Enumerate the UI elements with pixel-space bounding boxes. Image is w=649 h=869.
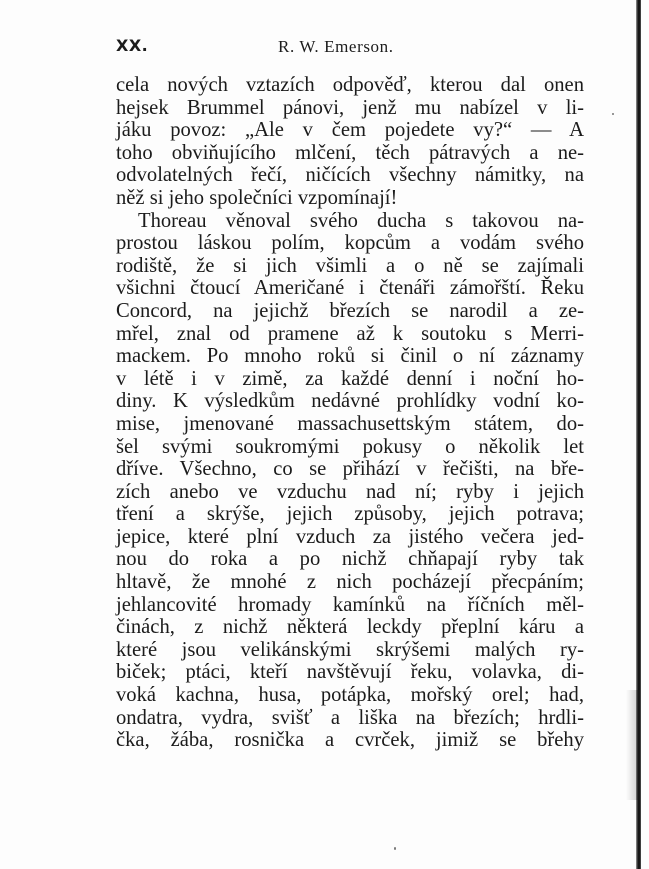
- print-speck: [394, 847, 396, 850]
- text-line: odvolatelných řečí, ničících všechny námitky, na: [116, 164, 584, 187]
- text-line: mackem. Po mnoho roků si činil o ní záznamy: [116, 345, 584, 368]
- text-line: mise, jmenované massachusettským státem, do-: [116, 412, 584, 435]
- text-line: rodiště, že si jich všimli a o ně se zajímali: [116, 254, 584, 277]
- text-line: něž si jeho společníci vzpomínají!: [116, 186, 398, 209]
- text-line: jehlancovité hromady kamínků na říčních měl-: [116, 593, 584, 616]
- text-line: jáku povoz: „Ale v čem pojedete vy?“ — A: [116, 119, 584, 142]
- text-line: šel svými soukromými pokusy o několik let: [116, 435, 584, 458]
- text-line: Concord, na jejichž březích se narodil a ze-: [116, 299, 584, 322]
- text-line: voká kachna, husa, potápka, mořský orel; had,: [116, 684, 584, 707]
- text-line: biček; ptáci, kteří navštěvují řeku, volavka, di-: [116, 661, 584, 684]
- text-line: diny. K výsledkům nedávné prohlídky vodní ko-: [116, 390, 584, 413]
- running-title: R. W. Emerson.: [278, 37, 394, 56]
- page-number: XX.: [116, 36, 149, 55]
- text-line: hejsek Brummel pánovi, jenž mu nabízel v li-: [116, 96, 584, 119]
- text-line: tření a skrýše, jejich způsoby, jejich potrava;: [116, 503, 584, 526]
- page-edge-shadow: [626, 690, 638, 800]
- text-line: mřel, znal od pramene až k soutoku s Merri-: [116, 322, 584, 345]
- text-line: Thoreau věnoval svého ducha s takovou na-: [138, 209, 584, 232]
- paragraph-2: [116, 210, 584, 775]
- text-line: všichni čtoucí Američané i čtenáři zámořští. Řeku: [116, 277, 584, 300]
- text-line: prostou láskou polím, kopcům a vodám svého: [116, 232, 584, 255]
- text-line: které jsou velikánskými skrýšemi malých ry-: [116, 638, 584, 661]
- text-line: [116, 752, 584, 775]
- text-line: čka, žába, rosnička a cvrček, jimiž se břehy: [116, 729, 584, 752]
- text-line: cela nových vztazích odpověď, kterou dal onen: [116, 74, 584, 96]
- text-line: toho obviňujícího mlčení, těch pátravých a ne-: [116, 141, 584, 164]
- text-line: zích anebo ve vzduchu nad ní; ryby i jejich: [116, 480, 584, 503]
- paragraph-1: [116, 74, 584, 210]
- body-text: [116, 74, 584, 774]
- text-line: dříve. Všechno, co se přihází v řečišti, na bře-: [116, 458, 584, 481]
- text-line: jepice, které plní vzduch za jistého večera jed-: [116, 525, 584, 548]
- text-line: činách, z nichž některá leckdy přeplní káru a: [116, 616, 584, 639]
- text-line: ondatra, vydra, svišť a liška na březích; hrdli-: [116, 706, 584, 729]
- print-speck: [612, 113, 614, 115]
- text-line: hltavě, že mnohé z nich pocházejí přecpáním;: [116, 571, 584, 594]
- running-head: [116, 36, 582, 62]
- text-line: v létě i v zimě, za každé denní i noční ho-: [116, 367, 584, 390]
- text-line: nou do roka a po nichž chňapají ryby tak: [116, 548, 584, 571]
